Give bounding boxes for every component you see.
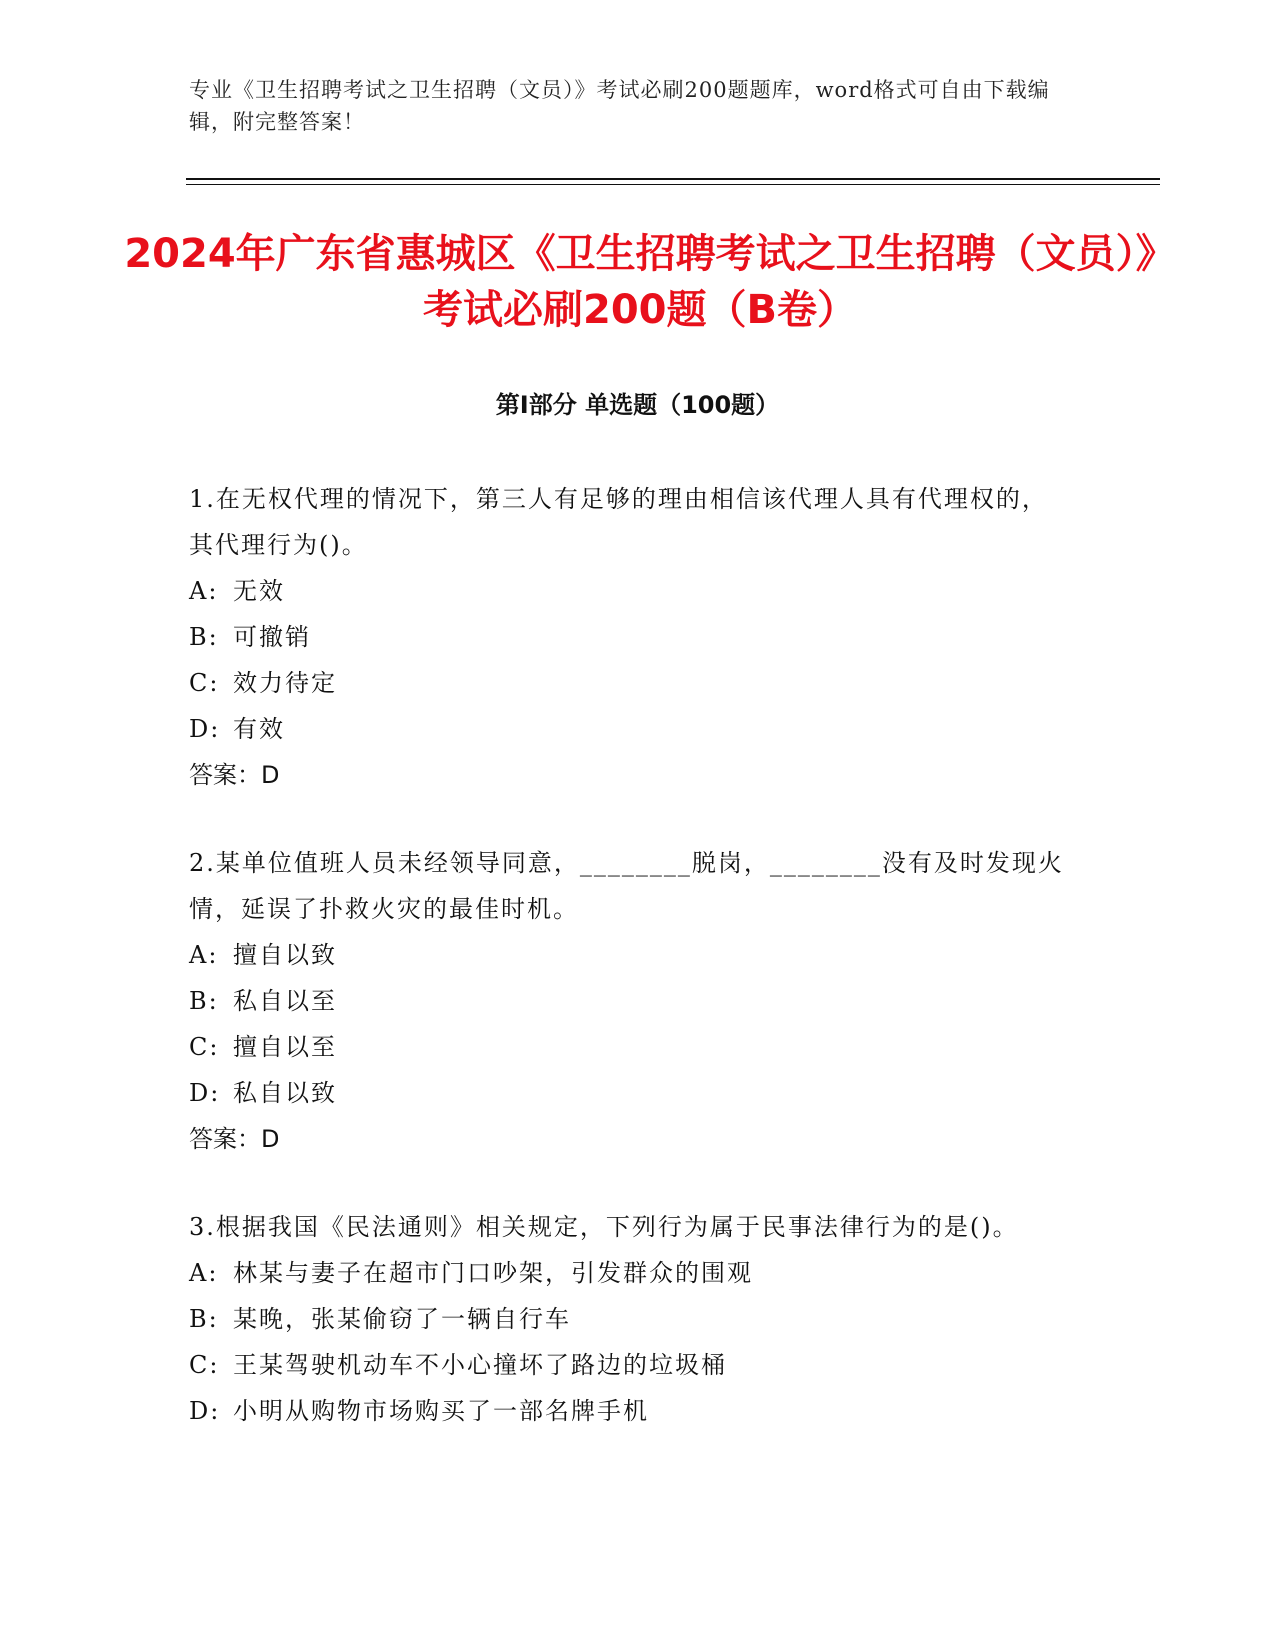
question-stem: 1.在无权代理的情况下，第三人有足够的理由相信该代理人具有代理权的，其代理行为()。	[189, 485, 1048, 559]
option-b	[189, 1296, 1069, 1342]
option-b	[189, 614, 1069, 660]
option-c	[189, 1342, 1069, 1388]
option-letter: D:	[189, 1397, 221, 1425]
option-d	[189, 1388, 1069, 1434]
option-letter: B:	[189, 987, 219, 1015]
question-stem: 3.根据我国《民法通则》相关规定，下列行为属于民事法律行为的是()。	[189, 1213, 1019, 1241]
option-letter: A:	[189, 941, 219, 969]
option-d	[189, 1070, 1069, 1116]
option-d	[189, 706, 1069, 752]
question-3	[189, 1204, 1069, 1434]
option-text: 王某驾驶机动车不小心撞坏了路边的垃圾桶	[233, 1351, 727, 1379]
option-letter: C:	[189, 1033, 220, 1061]
option-letter: B:	[189, 1305, 219, 1333]
answer-line: 答案：D	[189, 1125, 280, 1153]
option-letter: A:	[189, 1259, 219, 1287]
header-rule-thick	[186, 178, 1160, 180]
option-c	[189, 660, 1069, 706]
question-list	[189, 476, 1069, 1476]
option-text: 小明从购物市场购买了一部名牌手机	[233, 1397, 649, 1425]
option-text: 有效	[233, 715, 285, 743]
option-a	[189, 1250, 1069, 1296]
option-text: 私自以至	[233, 987, 337, 1015]
option-a	[189, 932, 1069, 978]
option-text: 私自以致	[233, 1079, 337, 1107]
question-1	[189, 476, 1069, 798]
option-text: 林某与妻子在超市门口吵架，引发群众的围观	[233, 1259, 753, 1287]
question-2	[189, 840, 1069, 1162]
answer-line: 答案：D	[189, 761, 280, 789]
section-title: 第Ⅰ部分 单选题（100题）	[495, 391, 780, 419]
option-text: 无效	[233, 577, 285, 605]
option-letter: B:	[189, 623, 219, 651]
option-text: 效力待定	[233, 669, 337, 697]
document-title: 2024年广东省惠城区《卫生招聘考试之卫生招聘（文员）》考试必刷200题（B卷）	[124, 231, 1156, 333]
option-letter: C:	[189, 669, 220, 697]
option-c	[189, 1024, 1069, 1070]
option-letter: C:	[189, 1351, 220, 1379]
option-text: 擅自以致	[233, 941, 337, 969]
option-letter: D:	[189, 1079, 221, 1107]
option-text: 擅自以至	[233, 1033, 337, 1061]
option-b	[189, 978, 1069, 1024]
option-text: 可撤销	[233, 623, 311, 651]
question-stem: 2.某单位值班人员未经领导同意，________脱岗，________没有及时发现火情，延误了扑救火灾的最佳时机。	[189, 849, 1064, 923]
option-letter: A:	[189, 577, 219, 605]
header-note: 专业《卫生招聘考试之卫生招聘（文员）》考试必刷200题题库，word格式可自由下载编辑，附完整答案！	[189, 78, 1050, 134]
option-letter: D:	[189, 715, 221, 743]
option-text: 某晚，张某偷窃了一辆自行车	[233, 1305, 571, 1333]
option-a	[189, 568, 1069, 614]
header-rule-thin	[186, 184, 1160, 185]
